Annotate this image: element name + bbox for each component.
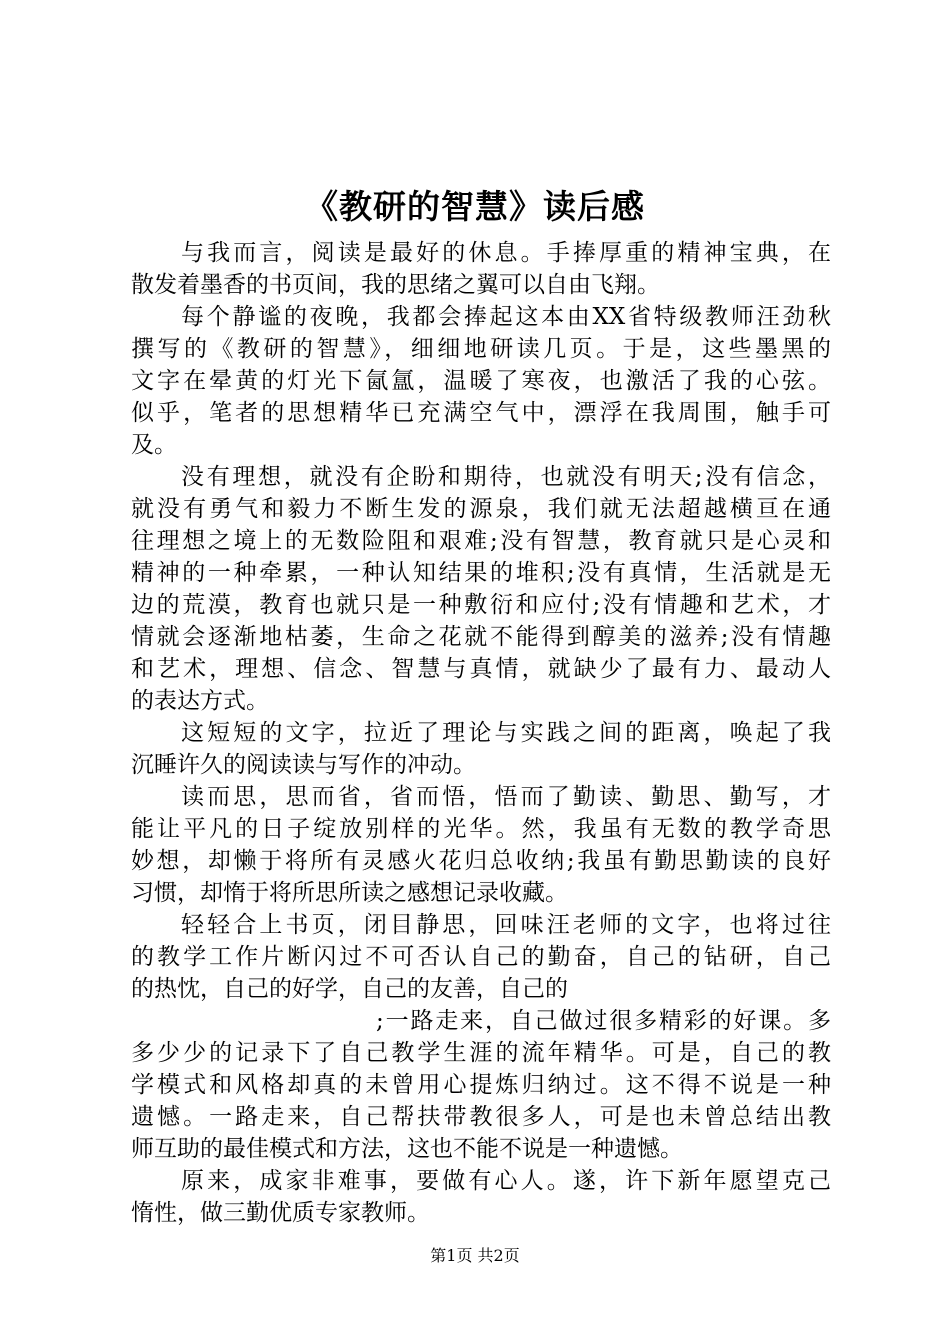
text-line: 撰写的《教研的智慧》，细细地研读几页。于是，这些墨黑的	[131, 336, 831, 362]
text-line: 及。	[131, 432, 177, 458]
text-line: 读而思，思而省，省而悟，悟而了勤读、勤思、勤写，才	[181, 784, 831, 810]
page-number-footer: 第1页 共2页	[430, 1246, 520, 1265]
text-line: 遗憾。一路走来，自己帮扶带教很多人，可是也未曾总结出教	[131, 1104, 831, 1130]
text-line: 的热忱，自己的好学，自己的友善，自己的	[131, 976, 568, 1002]
text-line: ;一路走来，自己做过很多精彩的好课。多	[376, 1008, 831, 1034]
text-line: 沉睡许久的阅读读与写作的冲动。	[131, 752, 476, 778]
text-line: 精神的一种牵累，一种认知结果的堆积;没有真情，生活就是无	[131, 560, 831, 586]
text-line: 往理想之境上的无数险阻和艰难;没有智慧，教育就只是心灵和	[131, 528, 831, 554]
text-line: 能让平凡的日子绽放别样的光华。然，我虽有无数的教学奇思	[131, 816, 831, 842]
text-line: 师互助的最佳模式和方法，这也不能不说是一种遗憾。	[131, 1136, 683, 1162]
text-line: 的教学工作片断闪过不可否认自己的勤奋，自己的钻研，自己	[131, 944, 831, 970]
text-line: 边的荒漠，教育也就只是一种敷衍和应付;没有情趣和艺术，才	[131, 592, 831, 618]
text-line: 多少少的记录下了自己教学生涯的流年精华。可是，自己的教	[131, 1040, 831, 1066]
text-line: 的表达方式。	[131, 688, 269, 714]
document-title: 《教研的智慧》读后感	[305, 187, 645, 226]
text-line: 情就会逐渐地枯萎，生命之花就不能得到醇美的滋养;没有情趣	[131, 624, 831, 650]
text-line: 就没有勇气和毅力不断生发的源泉，我们就无法超越横亘在通	[131, 496, 831, 522]
text-line: 学模式和风格却真的未曾用心提炼归纳过。这不得不说是一种	[131, 1072, 831, 1098]
text-line: 惰性，做三勤优质专家教师。	[131, 1200, 430, 1226]
text-line: 习惯，却惰于将所思所读之感想记录收藏。	[131, 880, 568, 906]
text-line: 妙想，却懒于将所有灵感火花归总收纳;我虽有勤思勤读的良好	[131, 848, 831, 874]
text-line: 这短短的文字，拉近了理论与实践之间的距离，唤起了我	[181, 720, 831, 746]
text-line: 文字在晕黄的灯光下氤氲，温暖了寒夜，也激活了我的心弦。	[131, 368, 831, 394]
text-line: 没有理想，就没有企盼和期待，也就没有明天;没有信念，	[181, 464, 831, 490]
text-line: 每个静谧的夜晚，我都会捧起这本由XX省特级教师汪劲秋	[181, 304, 831, 330]
text-line: 和艺术，理想、信念、智慧与真情，就缺少了最有力、最动人	[131, 656, 831, 682]
text-line: 散发着墨香的书页间，我的思绪之翼可以自由飞翔。	[131, 272, 660, 298]
text-line: 似乎，笔者的思想精华已充满空气中，漂浮在我周围，触手可	[131, 400, 831, 426]
document-body	[131, 237, 831, 1229]
text-line: 原来，成家非难事，要做有心人。遂，许下新年愿望克己	[181, 1168, 831, 1194]
text-line: 轻轻合上书页，闭目静思，回味汪老师的文字，也将过往	[181, 912, 831, 938]
text-line: 与我而言，阅读是最好的休息。手捧厚重的精神宝典，在	[181, 240, 831, 266]
